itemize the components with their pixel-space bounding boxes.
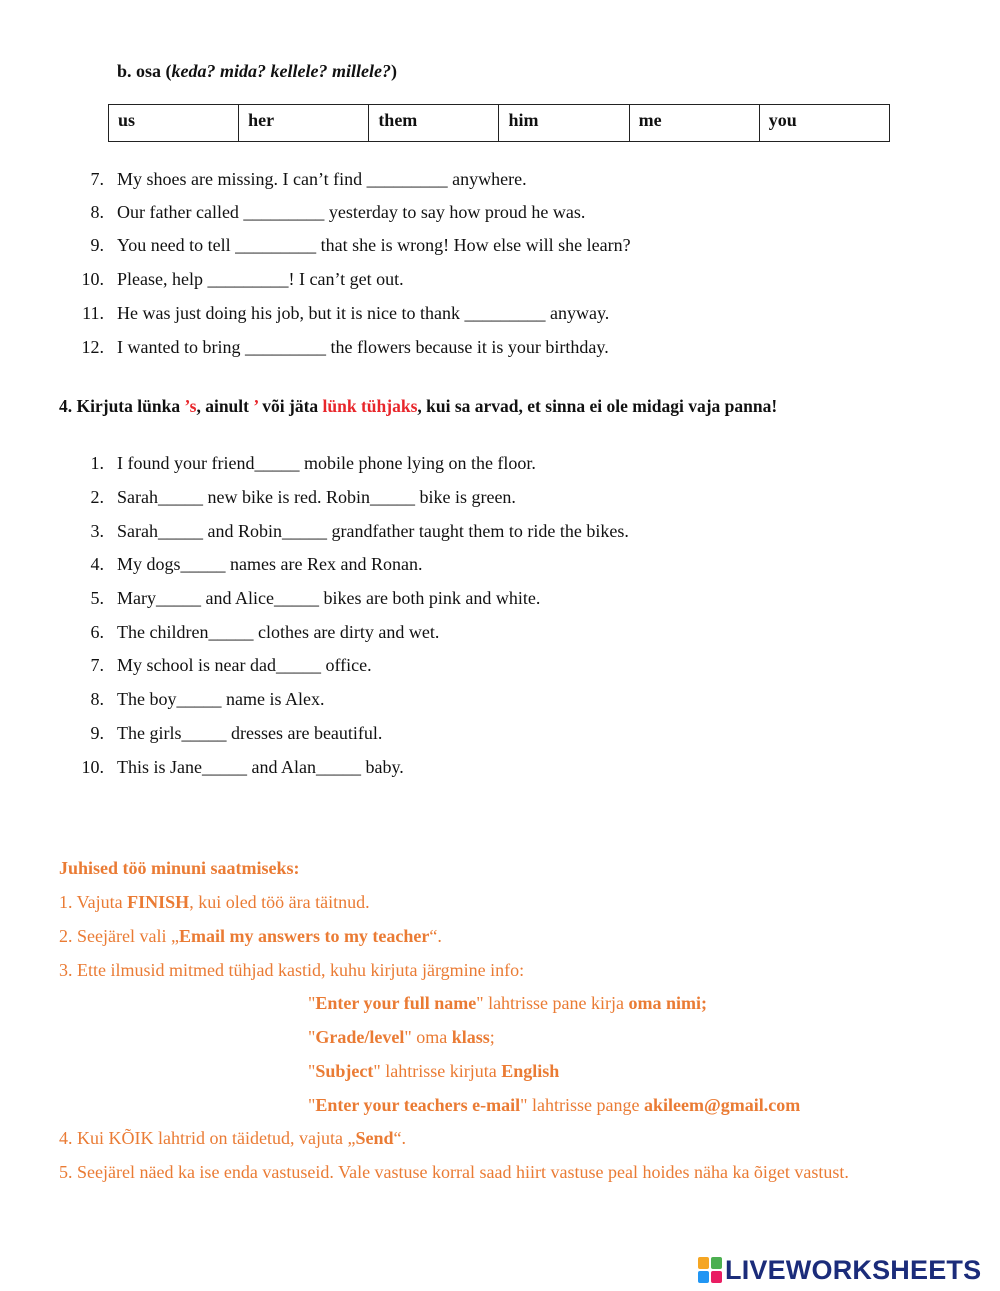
- question-number: 7.: [90, 169, 104, 189]
- table-cell: him: [499, 105, 629, 142]
- question-text: Sarah_____ and Robin_____ grandfather taught them to ride the bikes.: [117, 521, 629, 541]
- question-text: My shoes are missing. I can’t find _________ anywhere.: [117, 169, 527, 189]
- instruction-field-name: "Enter your full name" lahtrisse pane kirja oma nimi;: [308, 993, 708, 1013]
- question-number: 4.: [90, 554, 104, 574]
- question-number: 8.: [90, 689, 104, 709]
- question-number: 7.: [90, 655, 104, 675]
- tile: [711, 1257, 722, 1269]
- tile: [711, 1271, 722, 1283]
- question-number: 3.: [90, 521, 104, 541]
- instruction-step-3: 3. Ette ilmusid mitmed tühjad kastid, kuhu kirjuta järgmine info:: [59, 960, 525, 980]
- question-number: 6.: [90, 622, 104, 642]
- task4-heading: 4. Kirjuta lünka ’s, ainult ’ või jäta lünk tühjaks, kui sa arvad, et sinna ei ole midagi vaja panna!: [59, 396, 778, 416]
- question-text: You need to tell _________ that she is wrong! How else will she learn?: [117, 235, 631, 255]
- instruction-step-1: 1. Vajuta FINISH, kui oled töö ära täitnud.: [59, 892, 370, 912]
- question-text: Sarah_____ new bike is red. Robin_____ bike is green.: [117, 487, 516, 507]
- question-text: My school is near dad_____ office.: [117, 655, 372, 675]
- question-number: 9.: [90, 235, 104, 255]
- table-cell: her: [239, 105, 369, 142]
- question-text: My dogs_____ names are Rex and Ronan.: [117, 554, 423, 574]
- table-cell: us: [109, 105, 239, 142]
- question-number: 12.: [81, 337, 104, 357]
- question-number: 5.: [90, 588, 104, 608]
- table-cell: you: [759, 105, 889, 142]
- question-text: I found your friend_____ mobile phone lying on the floor.: [117, 453, 536, 473]
- question-number: 8.: [90, 202, 104, 222]
- logo-text: LIVEWORKSHEETS: [725, 1255, 982, 1285]
- question-number: 10.: [81, 757, 104, 777]
- instruction-field-grade: "Grade/level" oma klass;: [308, 1027, 495, 1047]
- question-text: The girls_____ dresses are beautiful.: [117, 723, 383, 743]
- question-number: 2.: [90, 487, 104, 507]
- question-text: Our father called _________ yesterday to say how proud he was.: [117, 202, 586, 222]
- pronoun-table: [108, 104, 890, 142]
- question-number: 11.: [82, 303, 104, 323]
- table-cell: me: [629, 105, 759, 142]
- question-text: I wanted to bring _________ the flowers because it is your birthday.: [117, 337, 609, 357]
- question-number: 9.: [90, 723, 104, 743]
- instructions-title: Juhised töö minuni saatmiseks:: [59, 858, 300, 878]
- question-text: The children_____ clothes are dirty and wet.: [117, 622, 440, 642]
- instruction-field-subject: "Subject" lahtrisse kirjuta English: [308, 1061, 560, 1081]
- question-text: Mary_____ and Alice_____ bikes are both pink and white.: [117, 588, 541, 608]
- tile: [698, 1257, 709, 1269]
- section-b-heading: b. osa (keda? mida? kellele? millele?): [117, 61, 397, 81]
- table-row: [109, 105, 890, 142]
- question-number: 10.: [81, 269, 104, 289]
- tile: [698, 1271, 709, 1283]
- instruction-field-email: "Enter your teachers e-mail" lahtrisse pange akileem@gmail.com: [308, 1095, 801, 1115]
- question-number: 1.: [90, 453, 104, 473]
- question-text: This is Jane_____ and Alan_____ baby.: [117, 757, 404, 777]
- instruction-step-2: 2. Seejärel vali „Email my answers to my teacher“.: [59, 926, 442, 946]
- instruction-step-5: 5. Seejärel näed ka ise enda vastuseid. Vale vastuse korral saad hiirt vastuse peal hoides näha ka õiget vastust.: [59, 1162, 849, 1182]
- question-text: The boy_____ name is Alex.: [117, 689, 325, 709]
- question-text: He was just doing his job, but it is nice to thank _________ anyway.: [117, 303, 610, 323]
- table-cell: them: [369, 105, 499, 142]
- instruction-step-4: 4. Kui KÕIK lahtrid on täidetud, vajuta „Send“.: [59, 1128, 406, 1148]
- question-text: Please, help _________! I can’t get out.: [117, 269, 404, 289]
- colored-tiles-icon: [698, 1257, 722, 1283]
